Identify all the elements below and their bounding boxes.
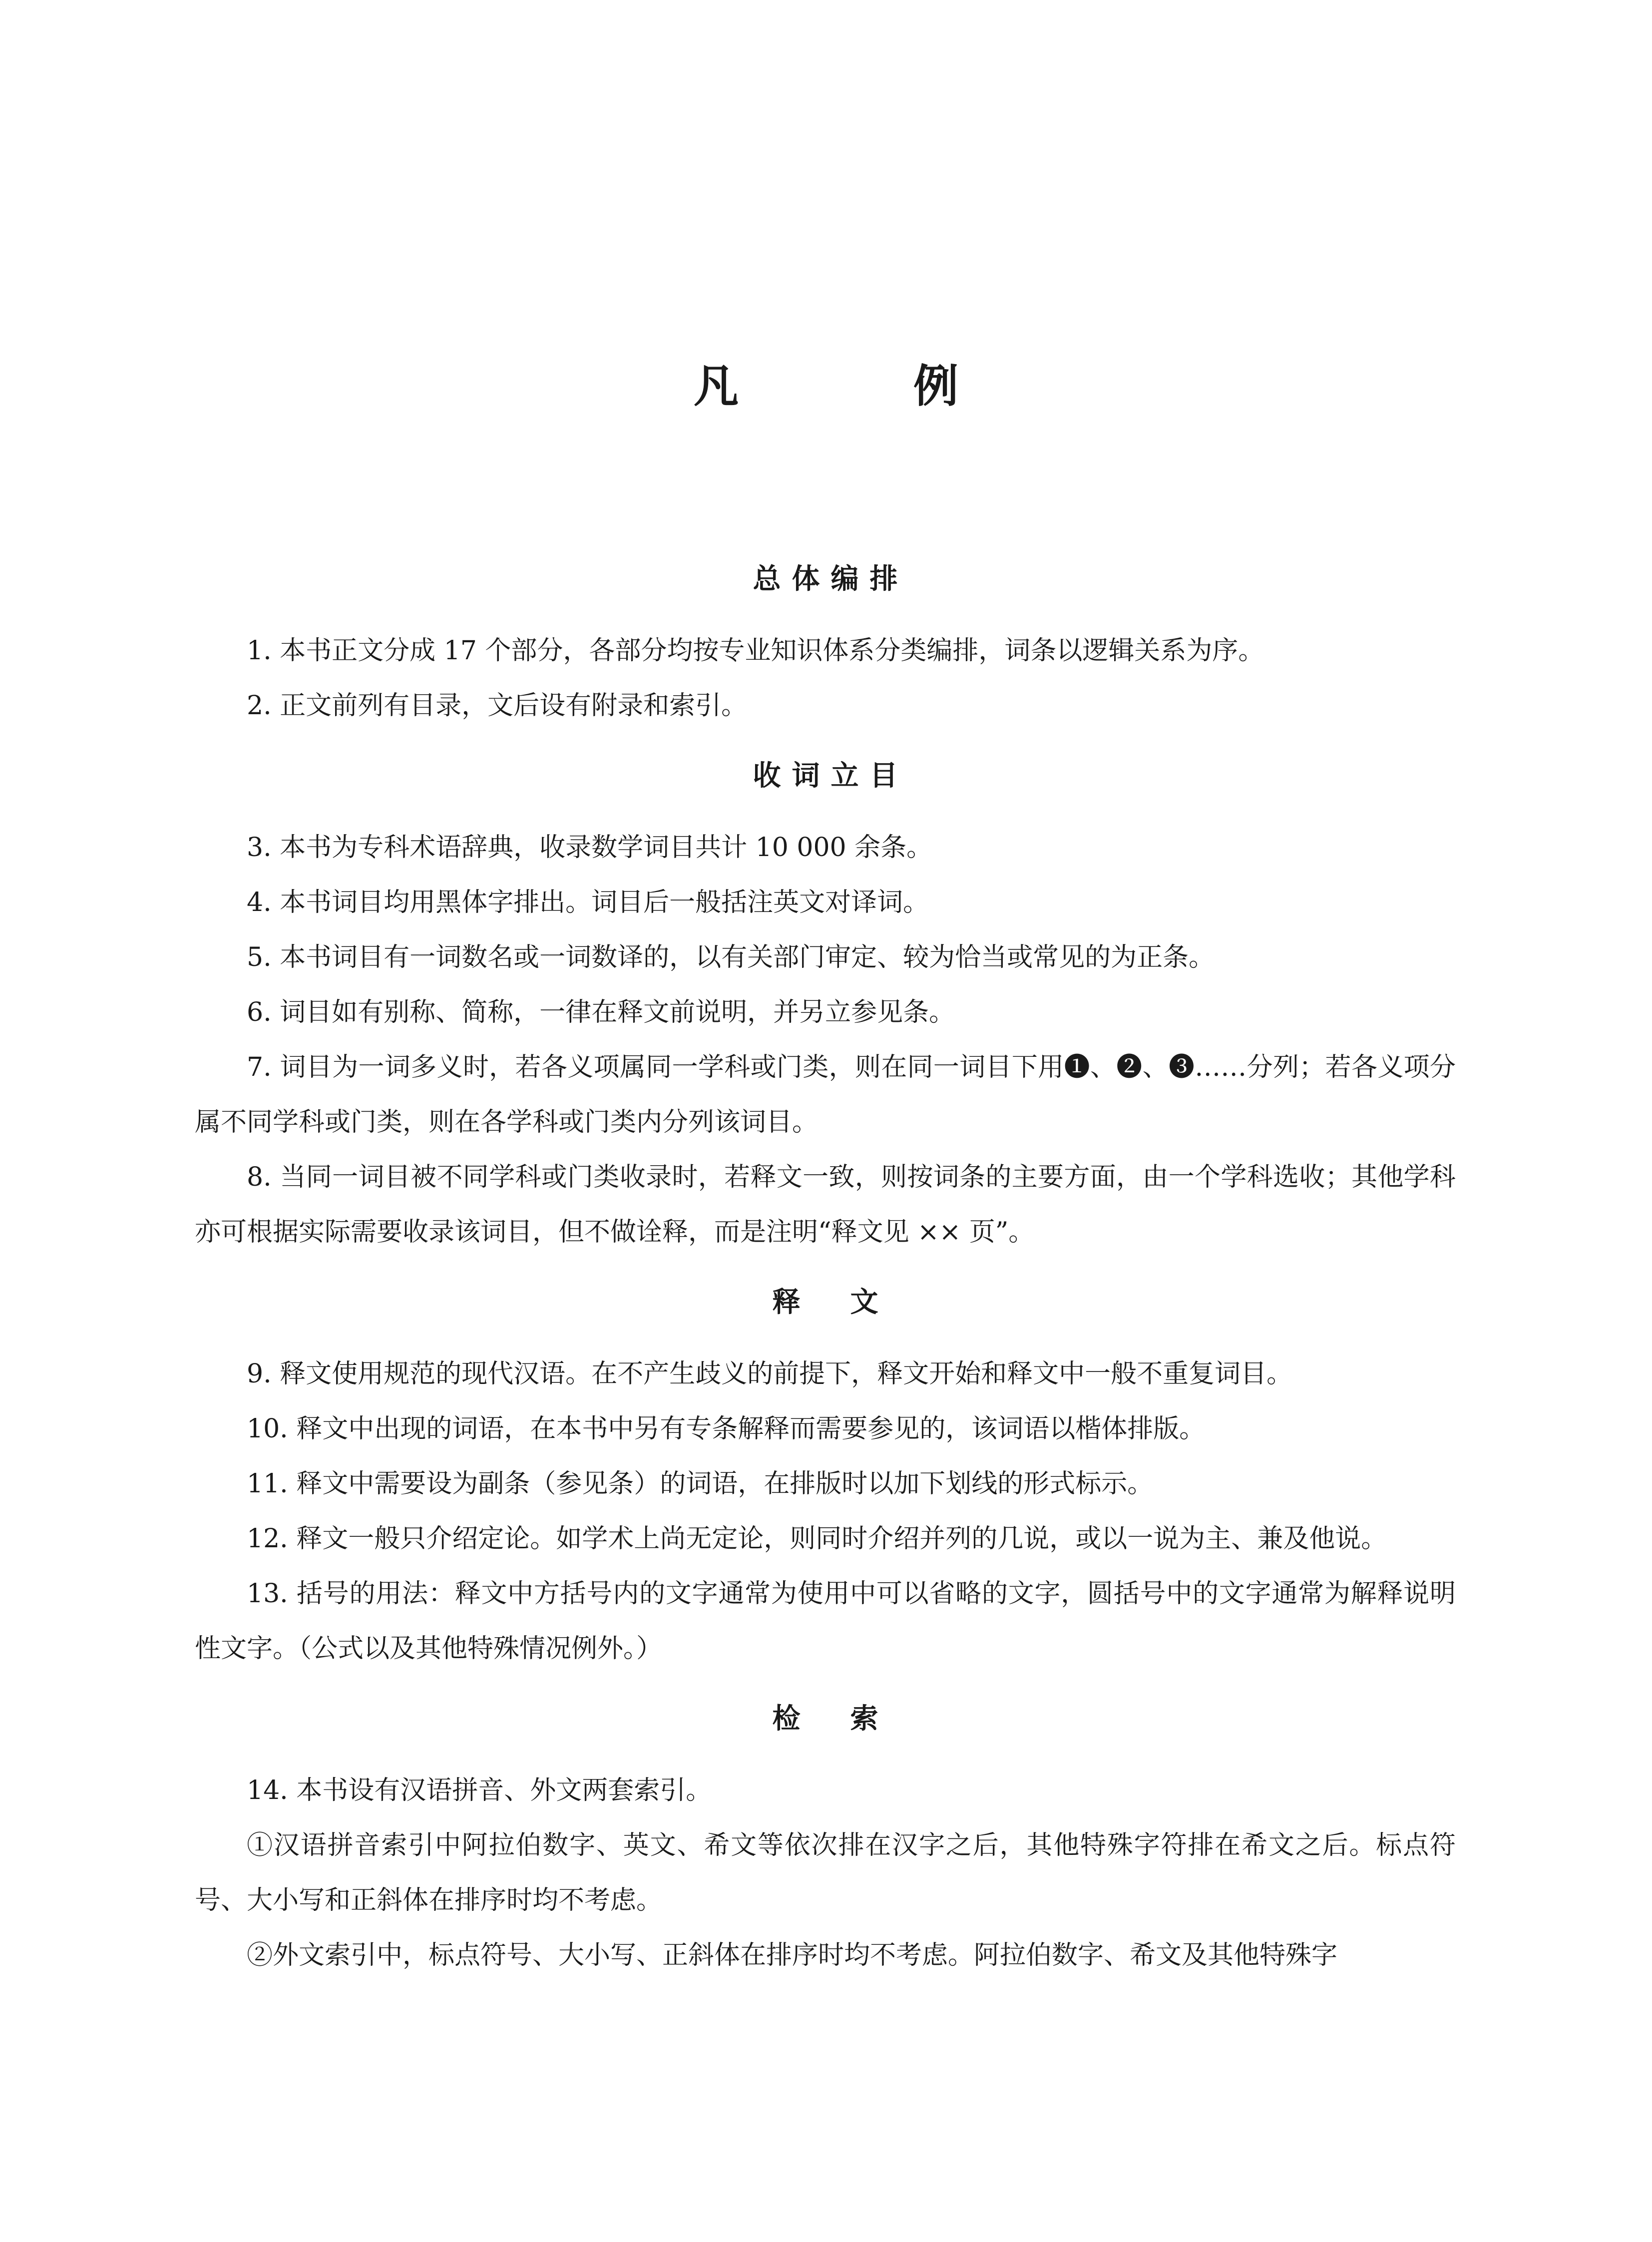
paragraph: 9. 释文使用规范的现代汉语。在不产生歧义的前提下，释文开始和释文中一般不重复词目。 [247,1359,1293,1389]
paragraph: 4. 本书词目均用黑体字排出。词目后一般括注英文对译词。 [247,888,929,917]
paragraph: 5. 本书词目有一词数名或一词数译的，以有关部门审定、较为恰当或常见的为正条。 [247,942,1215,972]
paragraph: ②外文索引中，标点符号、大小写、正斜体在排序时均不考虑。阿拉伯数字、希文及其他特殊字 [247,1940,1338,1970]
paragraph: 6. 词目如有别称、简称，一律在释文前说明，并另立参见条。 [247,997,955,1027]
paragraph: 1. 本书正文分成 17 个部分，各部分均按专业知识体系分类编排，词条以逻辑关系为序。 [247,636,1264,666]
body-text [195,559,1456,1983]
section-heading-overall-arrangement: 总体编排 [753,563,909,595]
section-heading-definitions: 释 文 [772,1286,889,1319]
paragraph: 8. 当同一词目被不同学科或门类收录时，若释文一致，则按词条的主要方面，由一个学科选收；其他学科亦可根据实际需要收录该词目，但不做诠释，而是注明“释文见 ×× 页”。 [195,1162,1456,1247]
paragraph: ①汉语拼音索引中阿拉伯数字、英文、希文等依次排在汉字之后，其他特殊字符排在希文之后。标点符号、大小写和正斜体在排序时均不考虑。 [195,1830,1456,1915]
page-title: 凡 例 [694,360,1023,413]
paragraph: 7. 词目为一词多义时，若各义项属同一学科或门类，则在同一词目下用❶、❷、❸……分列；若各义项分属不同学科或门类，则在各学科或门类内分列该词目。 [195,1052,1456,1137]
paragraph: 11. 释文中需要设为副条（参见条）的词语，在排版时以加下划线的形式标示。 [247,1469,1154,1499]
paragraph: 2. 正文前列有目录，文后设有附录和索引。 [247,691,748,721]
section-heading-entry-selection: 收词立目 [753,760,909,792]
paragraph: 3. 本书为专科术语辞典，收录数学词目共计 10 000 余条。 [247,833,933,863]
paragraph: 14. 本书设有汉语拼音、外文两套索引。 [247,1776,712,1805]
paragraph: 13. 括号的用法：释文中方括号内的文字通常为使用中可以省略的文字，圆括号中的文字通常为解释说明性文字。（公式以及其他特殊情况例外。） [195,1579,1456,1664]
paragraph: 10. 释文中出现的词语，在本书中另有专条解释而需要参见的，该词语以楷体排版。 [247,1414,1206,1444]
paragraph: 12. 释文一般只介绍定论。如学术上尚无定论，则同时介绍并列的几说，或以一说为主、兼及他说。 [247,1524,1387,1554]
section-heading-retrieval: 检 索 [772,1703,889,1735]
